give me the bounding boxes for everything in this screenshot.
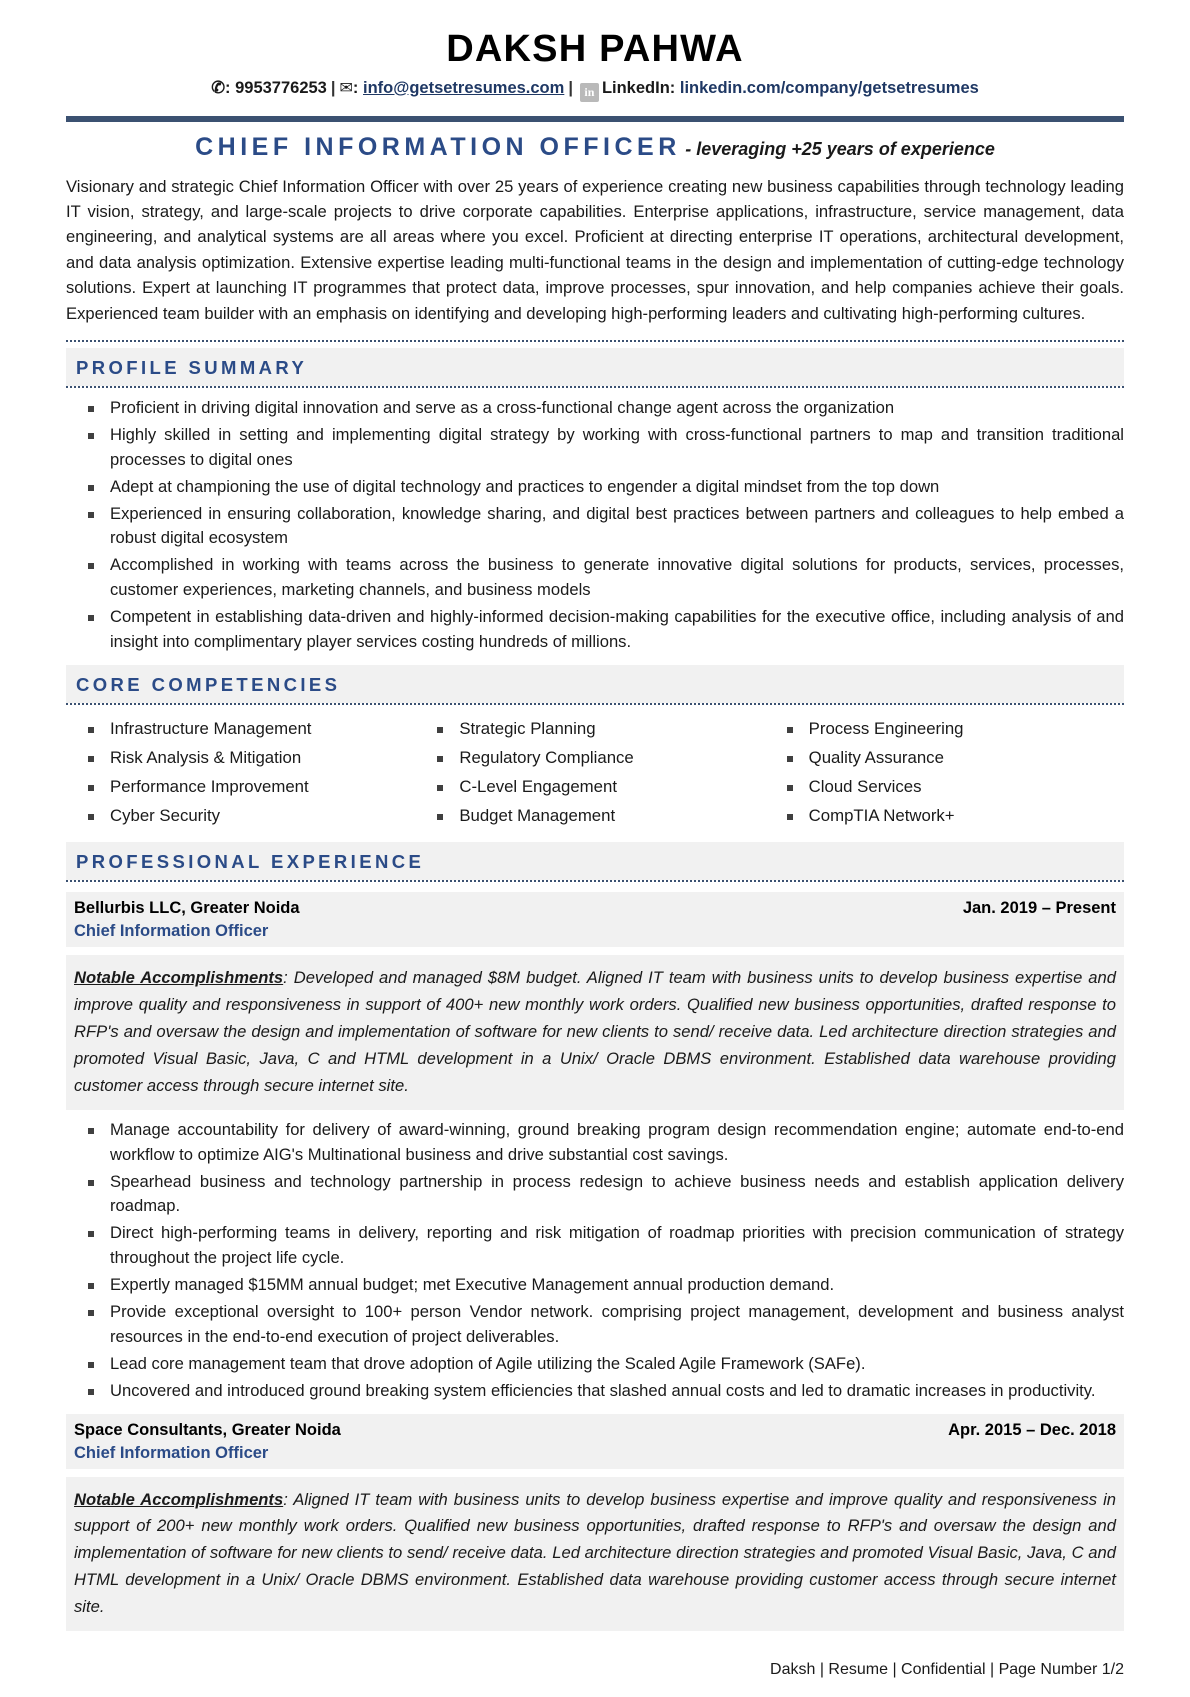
competency-item: Quality Assurance xyxy=(775,744,1124,773)
list-item: Highly skilled in setting and implementing digital strategy by working with cross-functional partners to map and transition traditional processes to digital ones xyxy=(76,423,1124,473)
accomplishments-text: : Developed and managed $8M budget. Aligned IT team with business units to develop business expertise and improve quality and responsiveness in support of 400+ new monthly work orders. Qualified new business opportunities, drafted response to RFP's and oversaw the design and implementation of software for new clients to send/ receive data. Led architecture direction strategies and promoted Visual Basic, Java, C and HTML development in a Unix/ Oracle DBMS environment. Established data warehouse providing customer access through secure internet site. xyxy=(74,968,1116,1095)
competency-item: Regulatory Compliance xyxy=(425,744,774,773)
job-company-row xyxy=(74,1421,1116,1440)
list-item: Adept at championing the use of digital technology and practices to engender a digital mindset from the top down xyxy=(76,475,1124,500)
job-accomplishments xyxy=(66,955,1124,1109)
competency-item: C-Level Engagement xyxy=(425,773,774,802)
competency-item: Process Engineering xyxy=(775,715,1124,744)
list-item: Proficient in driving digital innovation and serve as a cross-functional change agent across the organization xyxy=(76,396,1124,421)
candidate-name: DAKSH PAHWA xyxy=(446,28,744,70)
target-tagline: - leveraging +25 years of experience xyxy=(685,138,995,159)
job-company: Bellurbis LLC, Greater Noida xyxy=(74,899,300,918)
list-item: Accomplished in working with teams across the business to generate innovative digital solutions for products, services, processes, customer experiences, marketing channels, and business models xyxy=(76,553,1124,603)
contact-separator-1: | xyxy=(330,78,336,97)
section-profile-summary xyxy=(66,348,1124,655)
competency-item: Cloud Services xyxy=(775,773,1124,802)
job-bullet-list xyxy=(66,1118,1124,1404)
section-professional-experience xyxy=(66,842,1124,1631)
envelope-icon: ✉ xyxy=(339,79,353,97)
section-core-competencies xyxy=(66,665,1124,831)
phone-icon: ✆ xyxy=(211,78,226,97)
summary-paragraph: Visionary and strategic Chief Information Officer with over 25 years of experience creating new business capabilities through technology leading IT vision, strategy, and large-scale projects to drive corporate capabilities. Enterprise applications, infrastructure, service management, data engineering, and analytical systems are all areas where you excel. Proficient at directing enterprise IT operations, architectural development, and data analysis optimization. Extensive expertise leading multi-functional teams in the design and implementation of cutting-edge technology solutions. Expert at launching IT programmes that protect data, improve processes, spur innovation, and help companies achieve their goals. Experienced team builder with an emphasis on identifying and developing high-performing leaders and cultivating high-performing cultures. xyxy=(66,176,1124,323)
competency-item: Infrastructure Management xyxy=(76,715,425,744)
contact-separator-2: | xyxy=(568,78,573,97)
divider-core-competencies xyxy=(66,703,1124,705)
phone-number: : 9953776253 xyxy=(225,78,327,97)
list-item: Manage accountability for delivery of award-winning, ground breaking program design recommendation engine; automate end-to-end workflow to optimize AIG's Multinational business and drive substantial cost savings. xyxy=(76,1118,1124,1168)
job-header xyxy=(66,1414,1124,1469)
job-accomplishments xyxy=(66,1477,1124,1631)
job-title: Chief Information Officer xyxy=(74,1443,269,1462)
job-company-row xyxy=(74,899,1116,918)
section-heading-profile-summary: PROFILE SUMMARY xyxy=(66,348,1124,386)
list-item: Direct high-performing teams in delivery, reporting and risk mitigation of roadmap priorities with precision communication of strategy throughout the project life cycle. xyxy=(76,1221,1124,1271)
experience-entry xyxy=(66,892,1124,1403)
list-item: Experienced in ensuring collaboration, knowledge sharing, and digital best practices between partners and colleagues to help embed a robust digital ecosystem xyxy=(76,502,1124,552)
competency-item: Budget Management xyxy=(425,802,774,831)
competency-item: Risk Analysis & Mitigation xyxy=(76,744,425,773)
job-company: Space Consultants, Greater Noida xyxy=(74,1420,341,1439)
competency-item: CompTIA Network+ xyxy=(775,802,1124,831)
section-heading-professional-experience: PROFESSIONAL EXPERIENCE xyxy=(66,842,1124,880)
job-title: Chief Information Officer xyxy=(74,922,269,941)
target-title-row xyxy=(66,132,1124,162)
divider-profile-summary xyxy=(66,386,1124,388)
divider-after-summary xyxy=(66,340,1124,342)
experience-entry xyxy=(66,1414,1124,1631)
competency-item: Cyber Security xyxy=(76,802,425,831)
competency-item: Strategic Planning xyxy=(425,715,774,744)
list-item: Expertly managed $15MM annual budget; met Executive Management annual production demand. xyxy=(76,1273,1124,1298)
core-competencies-grid xyxy=(66,715,1124,831)
list-item: Lead core management team that drove adoption of Agile utilizing the Scaled Agile Framework (SAFe). xyxy=(76,1352,1124,1377)
list-item: Provide exceptional oversight to 100+ person Vendor network. comprising project management, development and business analyst resources in the end-to-end execution of project deliverables. xyxy=(76,1300,1124,1350)
competency-item: Performance Improvement xyxy=(76,773,425,802)
list-item: Spearhead business and technology partnership in process redesign to achieve business needs and establish application delivery roadmap. xyxy=(76,1170,1124,1220)
accomplishments-text: : Aligned IT team with business units to develop business expertise and improve quality and responsiveness in support of 200+ new monthly work orders. Qualified new business opportunities, drafted response to RFP's and oversaw the design and implementation of software for new clients to send/ receive data. Led architecture direction strategies and promoted Visual Basic, Java, C and HTML development in a Unix/ Oracle DBMS environment. Established data warehouse providing customer access through secure internet site. xyxy=(74,1489,1116,1617)
job-dates: Apr. 2015 – Dec. 2018 xyxy=(948,1420,1116,1439)
page-footer: Daksh | Resume | Confidential | Page Number 1/2 xyxy=(770,1660,1124,1678)
section-heading-core-competencies: CORE COMPETENCIES xyxy=(66,665,1124,703)
accomplishments-label: Notable Accomplishments xyxy=(74,1489,284,1509)
email-link[interactable]: info@getsetresumes.com xyxy=(363,78,565,97)
linkedin-icon: in xyxy=(580,83,599,102)
profile-summary-list xyxy=(66,396,1124,655)
list-item: Competent in establishing data-driven and highly-informed decision-making capabilities for the executive office, including analysis of and insight into complimentary player services costing hundreds of millions. xyxy=(76,605,1124,655)
job-header xyxy=(66,892,1124,947)
divider-professional-experience xyxy=(66,880,1124,882)
header-divider xyxy=(66,116,1124,122)
contact-line xyxy=(66,78,1124,102)
email-prefix: : xyxy=(352,78,359,97)
target-job-title: CHIEF INFORMATION OFFICER xyxy=(195,132,681,161)
accomplishments-label: Notable Accomplishments xyxy=(74,968,284,988)
list-item: Uncovered and introduced ground breaking system efficiencies that slashed annual costs and led to dramatic increases in productivity. xyxy=(76,1379,1124,1404)
linkedin-url[interactable]: linkedin.com/company/getsetresumes xyxy=(679,78,979,97)
job-dates: Jan. 2019 – Present xyxy=(962,899,1116,918)
linkedin-label: LinkedIn: xyxy=(601,78,676,97)
